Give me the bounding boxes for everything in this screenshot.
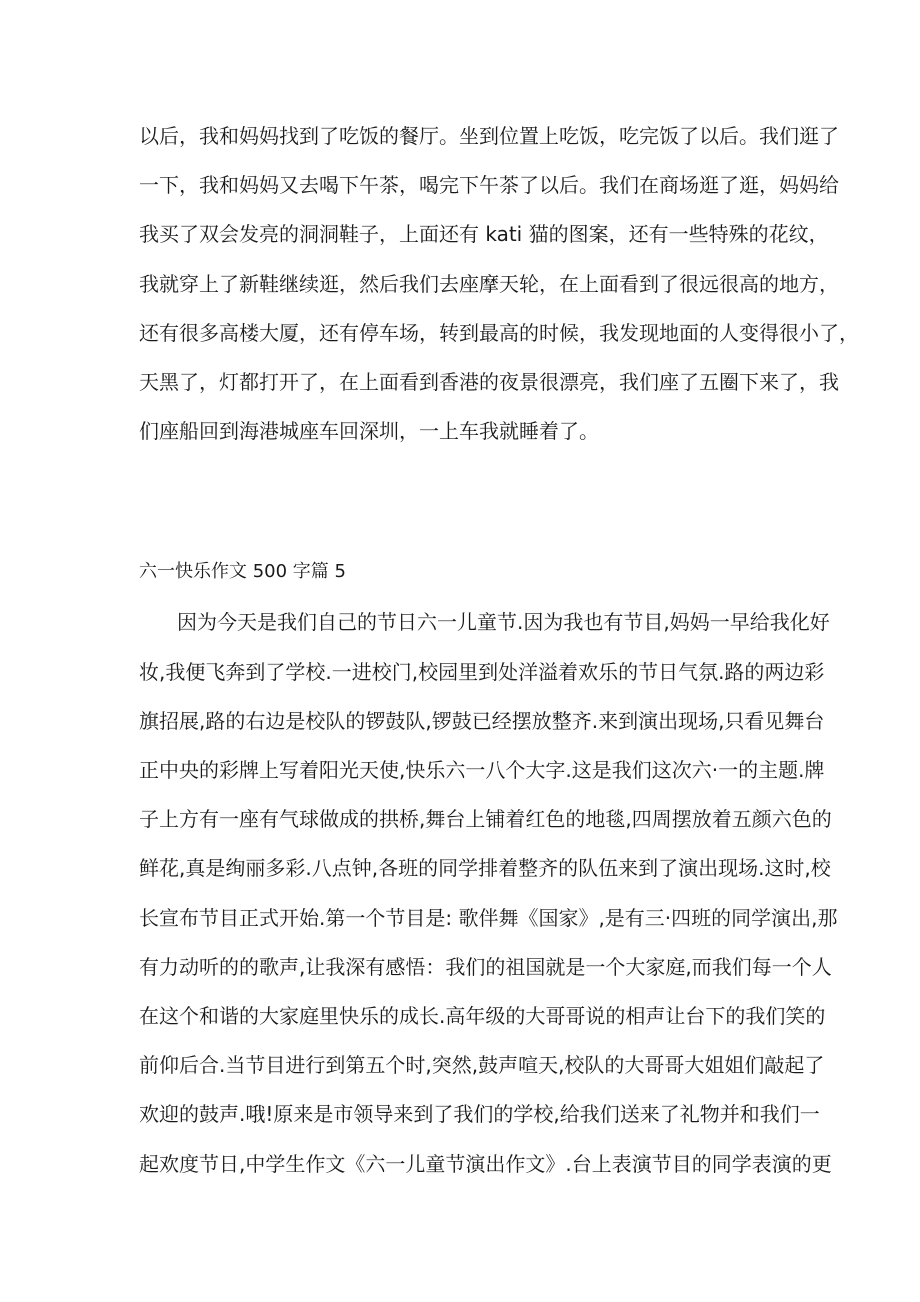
paragraph-1-line-7: 们座船回到海港城座车回深圳，一上车我就睡着了。 xyxy=(139,419,599,443)
paragraph-2-line-7: 长宣布节目正式开始.第一个节目是: 歌伴舞《国家》,是有三·四班的同学演出,那 xyxy=(139,906,838,930)
paragraph-2-line-11: 欢迎的鼓声.哦!原来是市领导来到了我们的学校,给我们送来了礼物并和我们一 xyxy=(139,1102,820,1126)
paragraph-2-line-10: 前仰后合.当节目进行到第五个时,突然,鼓声喧天,校队的大哥哥大姐姐们敲起了 xyxy=(139,1053,825,1077)
paragraph-2-line-12: 起欢度节日,中学生作文《六一儿童节演出作文》.台上表演节目的同学表演的更 xyxy=(139,1152,832,1176)
section-title: 六一快乐作文 500 字篇 5 xyxy=(139,561,346,582)
paragraph-1-line-1: 以后，我和妈妈找到了吃饭的餐厅。坐到位置上吃饭，吃完饭了以后。我们逛了 xyxy=(139,124,839,148)
paragraph-2-line-5: 子上方有一座有气球做成的拱桥,舞台上铺着红色的地毯,四周摆放着五颜六色的 xyxy=(139,807,832,831)
paragraph-1-line-6: 天黑了，灯都打开了，在上面看到香港的夜景很漂亮，我们座了五圈下来了，我 xyxy=(139,370,839,394)
paragraph-2-line-8: 有力动听的的歌声,让我深有感悟：我们的祖国就是一个大家庭,而我们每一个人 xyxy=(139,955,832,979)
paragraph-1-line-4: 我就穿上了新鞋继续逛，然后我们去座摩天轮，在上面看到了很远很高的地方， xyxy=(139,272,839,296)
paragraph-2-line-3: 旗招展,路的右边是校队的锣鼓队,锣鼓已经摆放整齐.来到演出现场,只看见舞台 xyxy=(139,709,825,733)
paragraph-1-line-2: 一下，我和妈妈又去喝下午茶，喝完下午茶了以后。我们在商场逛了逛，妈妈给 xyxy=(139,173,839,197)
paragraph-2-line-9: 在这个和谐的大家庭里快乐的成长.高年级的大哥哥说的相声让台下的我们笑的 xyxy=(139,1004,826,1028)
paragraph-2-line-4: 正中央的彩牌上写着阳光天使,快乐六一八个大字.这是我们这次六·一的主题.牌 xyxy=(139,758,825,782)
paragraph-2-line-2: 妆,我便飞奔到了学校.一进校门,校园里到处洋溢着欢乐的节日气氛.路的两边彩 xyxy=(139,660,825,684)
paragraph-1-line-3: 我买了双会发亮的洞洞鞋子，上面还有 kati 猫的图案，还有一些特殊的花纹， xyxy=(139,222,829,246)
paragraph-2-line-6: 鲜花,真是绚丽多彩.八点钟,各班的同学排着整齐的队伍来到了演出现场.这时,校 xyxy=(139,856,831,880)
paragraph-1-line-5: 还有很多高楼大厦，还有停车场，转到最高的时候，我发现地面的人变得很小了， xyxy=(139,321,859,345)
paragraph-2-line-1: 因为今天是我们自己的节日六一儿童节.因为我也有节目,妈妈一早给我化好 xyxy=(177,610,830,634)
